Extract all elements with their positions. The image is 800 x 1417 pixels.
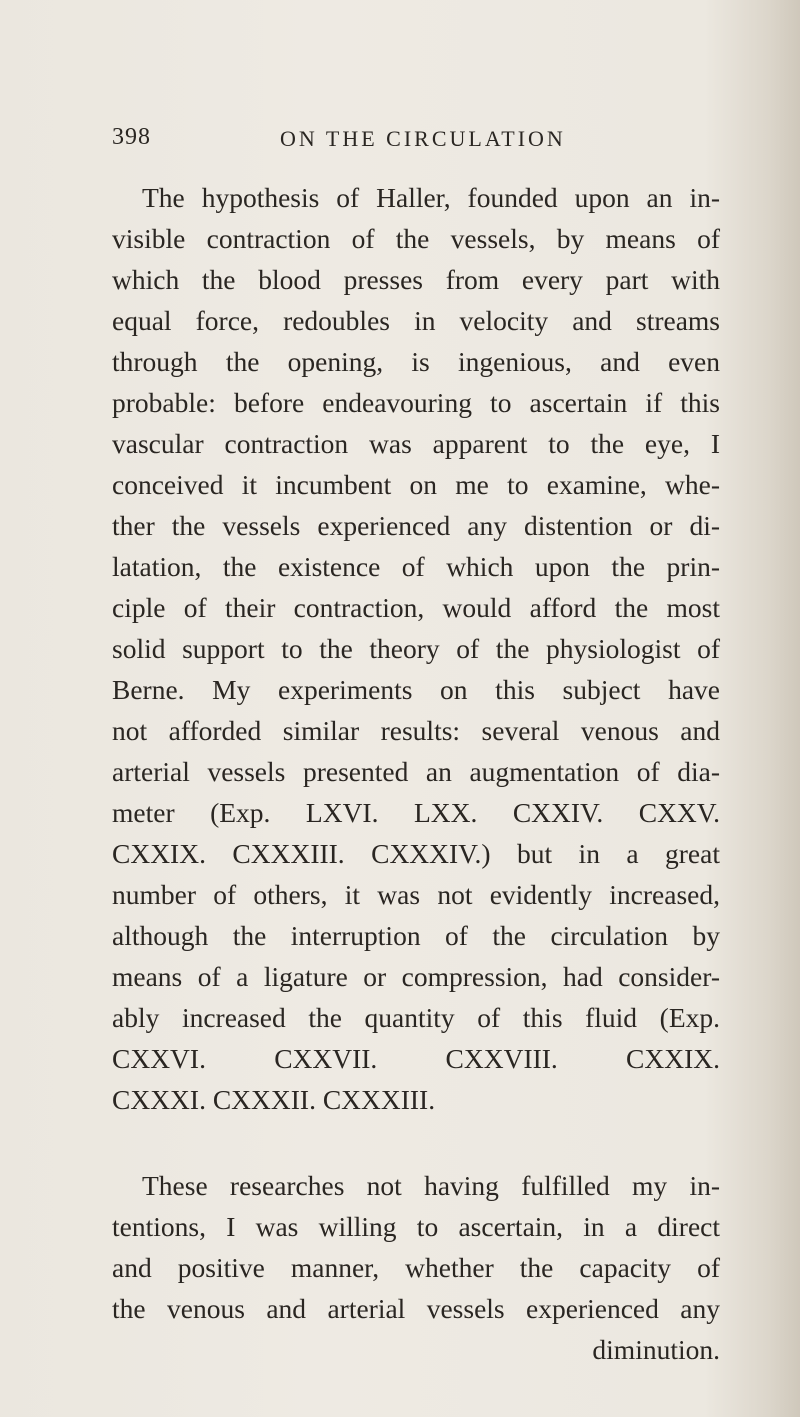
text-line: arterial vessels presented an augmentation of dia- (112, 756, 720, 787)
text-line: latation, the existence of which upon the prin- (112, 551, 720, 582)
text-line: number of others, it was not evidently increased, (112, 879, 720, 910)
text-line: CXXIX. CXXXIII. CXXXIV.) but in a great (112, 838, 720, 869)
text-line: diminution. (592, 1334, 720, 1365)
text-line: The hypothesis of Haller, founded upon an in- (142, 182, 720, 213)
text-line: solid support to the theory of the physiologist of (112, 633, 720, 664)
text-line: CXXXI. CXXXII. CXXXIII. (112, 1084, 436, 1115)
body-text (112, 177, 720, 1370)
text-line: equal force, redoubles in velocity and streams (112, 305, 720, 336)
text-line: although the interruption of the circulation by (112, 920, 720, 951)
text-line: not afforded similar results: several venous and (112, 715, 720, 746)
text-line: ably increased the quantity of this fluid (Exp. (112, 1002, 720, 1033)
text-line: CXXVI. CXXVII. CXXVIII. CXXIX. (112, 1043, 720, 1074)
text-line: Berne. My experiments on this subject have (112, 674, 720, 705)
text-line: These researches not having fulfilled my in- (142, 1170, 720, 1201)
text-line: probable: before endeavouring to ascertain if this (112, 387, 720, 418)
text-line: tentions, I was willing to ascertain, in a direct (112, 1211, 720, 1242)
text-line: which the blood presses from every part with (112, 264, 720, 295)
text-line: meter (Exp. LXVI. LXX. CXXIV. CXXV. (112, 797, 720, 828)
paragraph-2 (112, 1165, 720, 1370)
text-line: through the opening, is ingenious, and even (112, 346, 720, 377)
page-number: 398 (112, 124, 151, 150)
text-line: visible contraction of the vessels, by means of (112, 223, 720, 254)
text-line: ciple of their contraction, would afford the most (112, 592, 720, 623)
text-line: means of a ligature or compression, had consider- (112, 961, 720, 992)
text-line: ther the vessels experienced any distention or di- (112, 510, 720, 541)
page-header (112, 124, 714, 164)
text-line: conceived it incumbent on me to examine, whe- (112, 469, 720, 500)
text-line: the venous and arterial vessels experienced any (112, 1293, 720, 1324)
paragraph-1 (112, 177, 720, 1120)
text-line: and positive manner, whether the capacity of (112, 1252, 720, 1283)
running-head: ON THE CIRCULATION (280, 126, 566, 151)
text-line: vascular contraction was apparent to the eye, I (112, 428, 720, 459)
